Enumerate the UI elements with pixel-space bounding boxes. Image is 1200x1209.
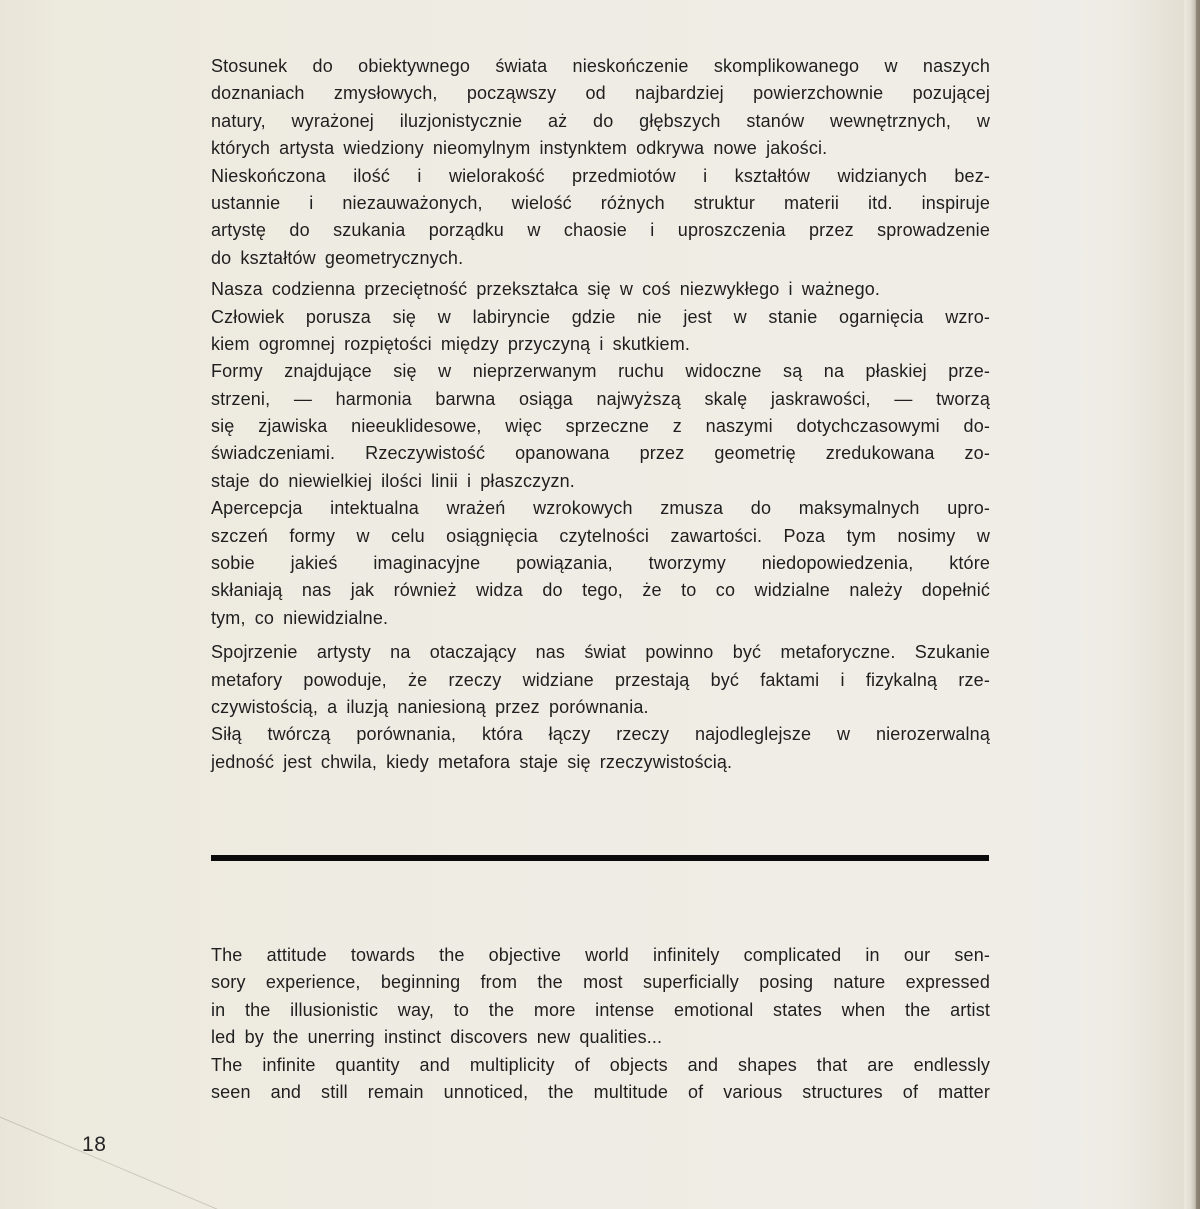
polish-text-line: jedność jest chwila, kiedy metafora staje się rzeczywistością. bbox=[211, 751, 733, 772]
page-number: 18 bbox=[82, 1133, 107, 1156]
polish-text-line: sobie jakieś imaginacyjne powiązania, tworzymy niedopowiedzenia, które bbox=[211, 553, 990, 574]
polish-paragraph bbox=[211, 53, 990, 163]
polish-text-line: strzeni, — harmonia barwna osiąga najwyższą skalę jaskrawości, — tworzą bbox=[211, 388, 990, 409]
polish-text-line: Formy znajdujące się w nieprzerwanym ruchu widoczne są na płaskiej prze- bbox=[211, 361, 990, 382]
polish-text-block bbox=[211, 53, 990, 776]
polish-paragraph bbox=[211, 639, 990, 721]
polish-paragraph bbox=[211, 163, 990, 273]
polish-text-line: skłaniają nas jak również widza do tego, że to co widzialne należy dopełnić bbox=[211, 580, 990, 601]
english-paragraph bbox=[211, 942, 990, 1052]
polish-text-line: których artysta wiedziony nieomylnym instynktem odkrywa nowe jakości. bbox=[211, 138, 828, 159]
english-text-line: in the illusionistic way, to the more intense emotional states when the artist bbox=[211, 999, 990, 1020]
polish-text-line: Apercepcja intektualna wrażeń wzrokowych zmusza do maksymalnych upro- bbox=[211, 498, 990, 519]
polish-text-line: kiem ogromnej rozpiętości między przyczyną i skutkiem. bbox=[211, 333, 691, 354]
polish-text-line: artystę do szukania porządku w chaosie i uproszczenia przez sprowadzenie bbox=[211, 220, 990, 241]
polish-text-line: staje do niewielkiej ilości linii i płaszczyzn. bbox=[211, 470, 575, 491]
polish-text-line: metafory powoduje, że rzeczy widziane przestają być faktami i fizykalną rze- bbox=[211, 669, 990, 690]
english-text-line: The attitude towards the objective world infinitely complicated in our sen- bbox=[211, 945, 990, 965]
polish-text-line: świadczeniami. Rzeczywistość opanowana przez geometrię zredukowana zo- bbox=[211, 443, 990, 464]
english-text-line: led by the unerring instinct discovers new qualities... bbox=[211, 1027, 663, 1048]
polish-paragraph bbox=[211, 721, 990, 776]
polish-paragraph bbox=[211, 276, 990, 303]
polish-text-line: szczeń formy w celu osiągnięcia czytelności zawartości. Poza tym nosimy w bbox=[211, 525, 990, 546]
polish-text-line: Spojrzenie artysty na otaczający nas świat powinno być metaforyczne. Szukanie bbox=[211, 642, 990, 663]
english-text-line: seen and still remain unnoticed, the multitude of various structures of matter bbox=[211, 1081, 990, 1102]
polish-paragraph bbox=[211, 304, 990, 359]
polish-text-line: się zjawiska nieeuklidesowe, więc sprzeczne z naszymi dotychczasowymi do- bbox=[211, 416, 990, 437]
paper-crease bbox=[0, 1108, 284, 1209]
polish-text-line: Nasza codzienna przeciętność przekształca się w coś niezwykłego i ważnego. bbox=[211, 279, 881, 300]
english-text-block bbox=[211, 942, 990, 1106]
section-divider-rule bbox=[211, 855, 989, 861]
english-text-line: The infinite quantity and multiplicity of objects and shapes that are endlessly bbox=[211, 1054, 990, 1075]
polish-text-line: Człowiek porusza się w labiryncie gdzie nie jest w stanie ogarnięcia wzro- bbox=[211, 306, 990, 327]
polish-paragraph bbox=[211, 495, 990, 632]
polish-text-line: Stosunek do obiektywnego świata nieskończenie skomplikowanego w naszych bbox=[211, 56, 990, 76]
polish-text-line: natury, wyrażonej iluzjonistycznie aż do głębszych stanów wewnętrznych, w bbox=[211, 110, 990, 131]
polish-text-line: Nieskończona ilość i wielorakość przedmiotów i kształtów widzianych bez- bbox=[211, 165, 990, 186]
polish-text-line: czywistością, a iluzją naniesioną przez porównania. bbox=[211, 696, 649, 717]
polish-text-line: doznaniach zmysłowych, począwszy od najbardziej powierzchownie pozującej bbox=[211, 83, 990, 104]
polish-text-line: tym, co niewidzialne. bbox=[211, 607, 389, 628]
page-right-edge bbox=[1184, 0, 1200, 1209]
page-curvature-shading bbox=[1124, 0, 1184, 1209]
polish-text-line: do kształtów geometrycznych. bbox=[211, 247, 464, 268]
polish-text-line: ustannie i niezauważonych, wielość różnych struktur materii itd. inspiruje bbox=[211, 192, 990, 213]
english-text-line: sory experience, beginning from the most superficially posing nature expressed bbox=[211, 972, 990, 993]
english-paragraph bbox=[211, 1052, 990, 1107]
polish-paragraph bbox=[211, 358, 990, 495]
polish-text-line: Siłą twórczą porównania, która łączy rzeczy najodleglejsze w nierozerwalną bbox=[211, 724, 990, 745]
